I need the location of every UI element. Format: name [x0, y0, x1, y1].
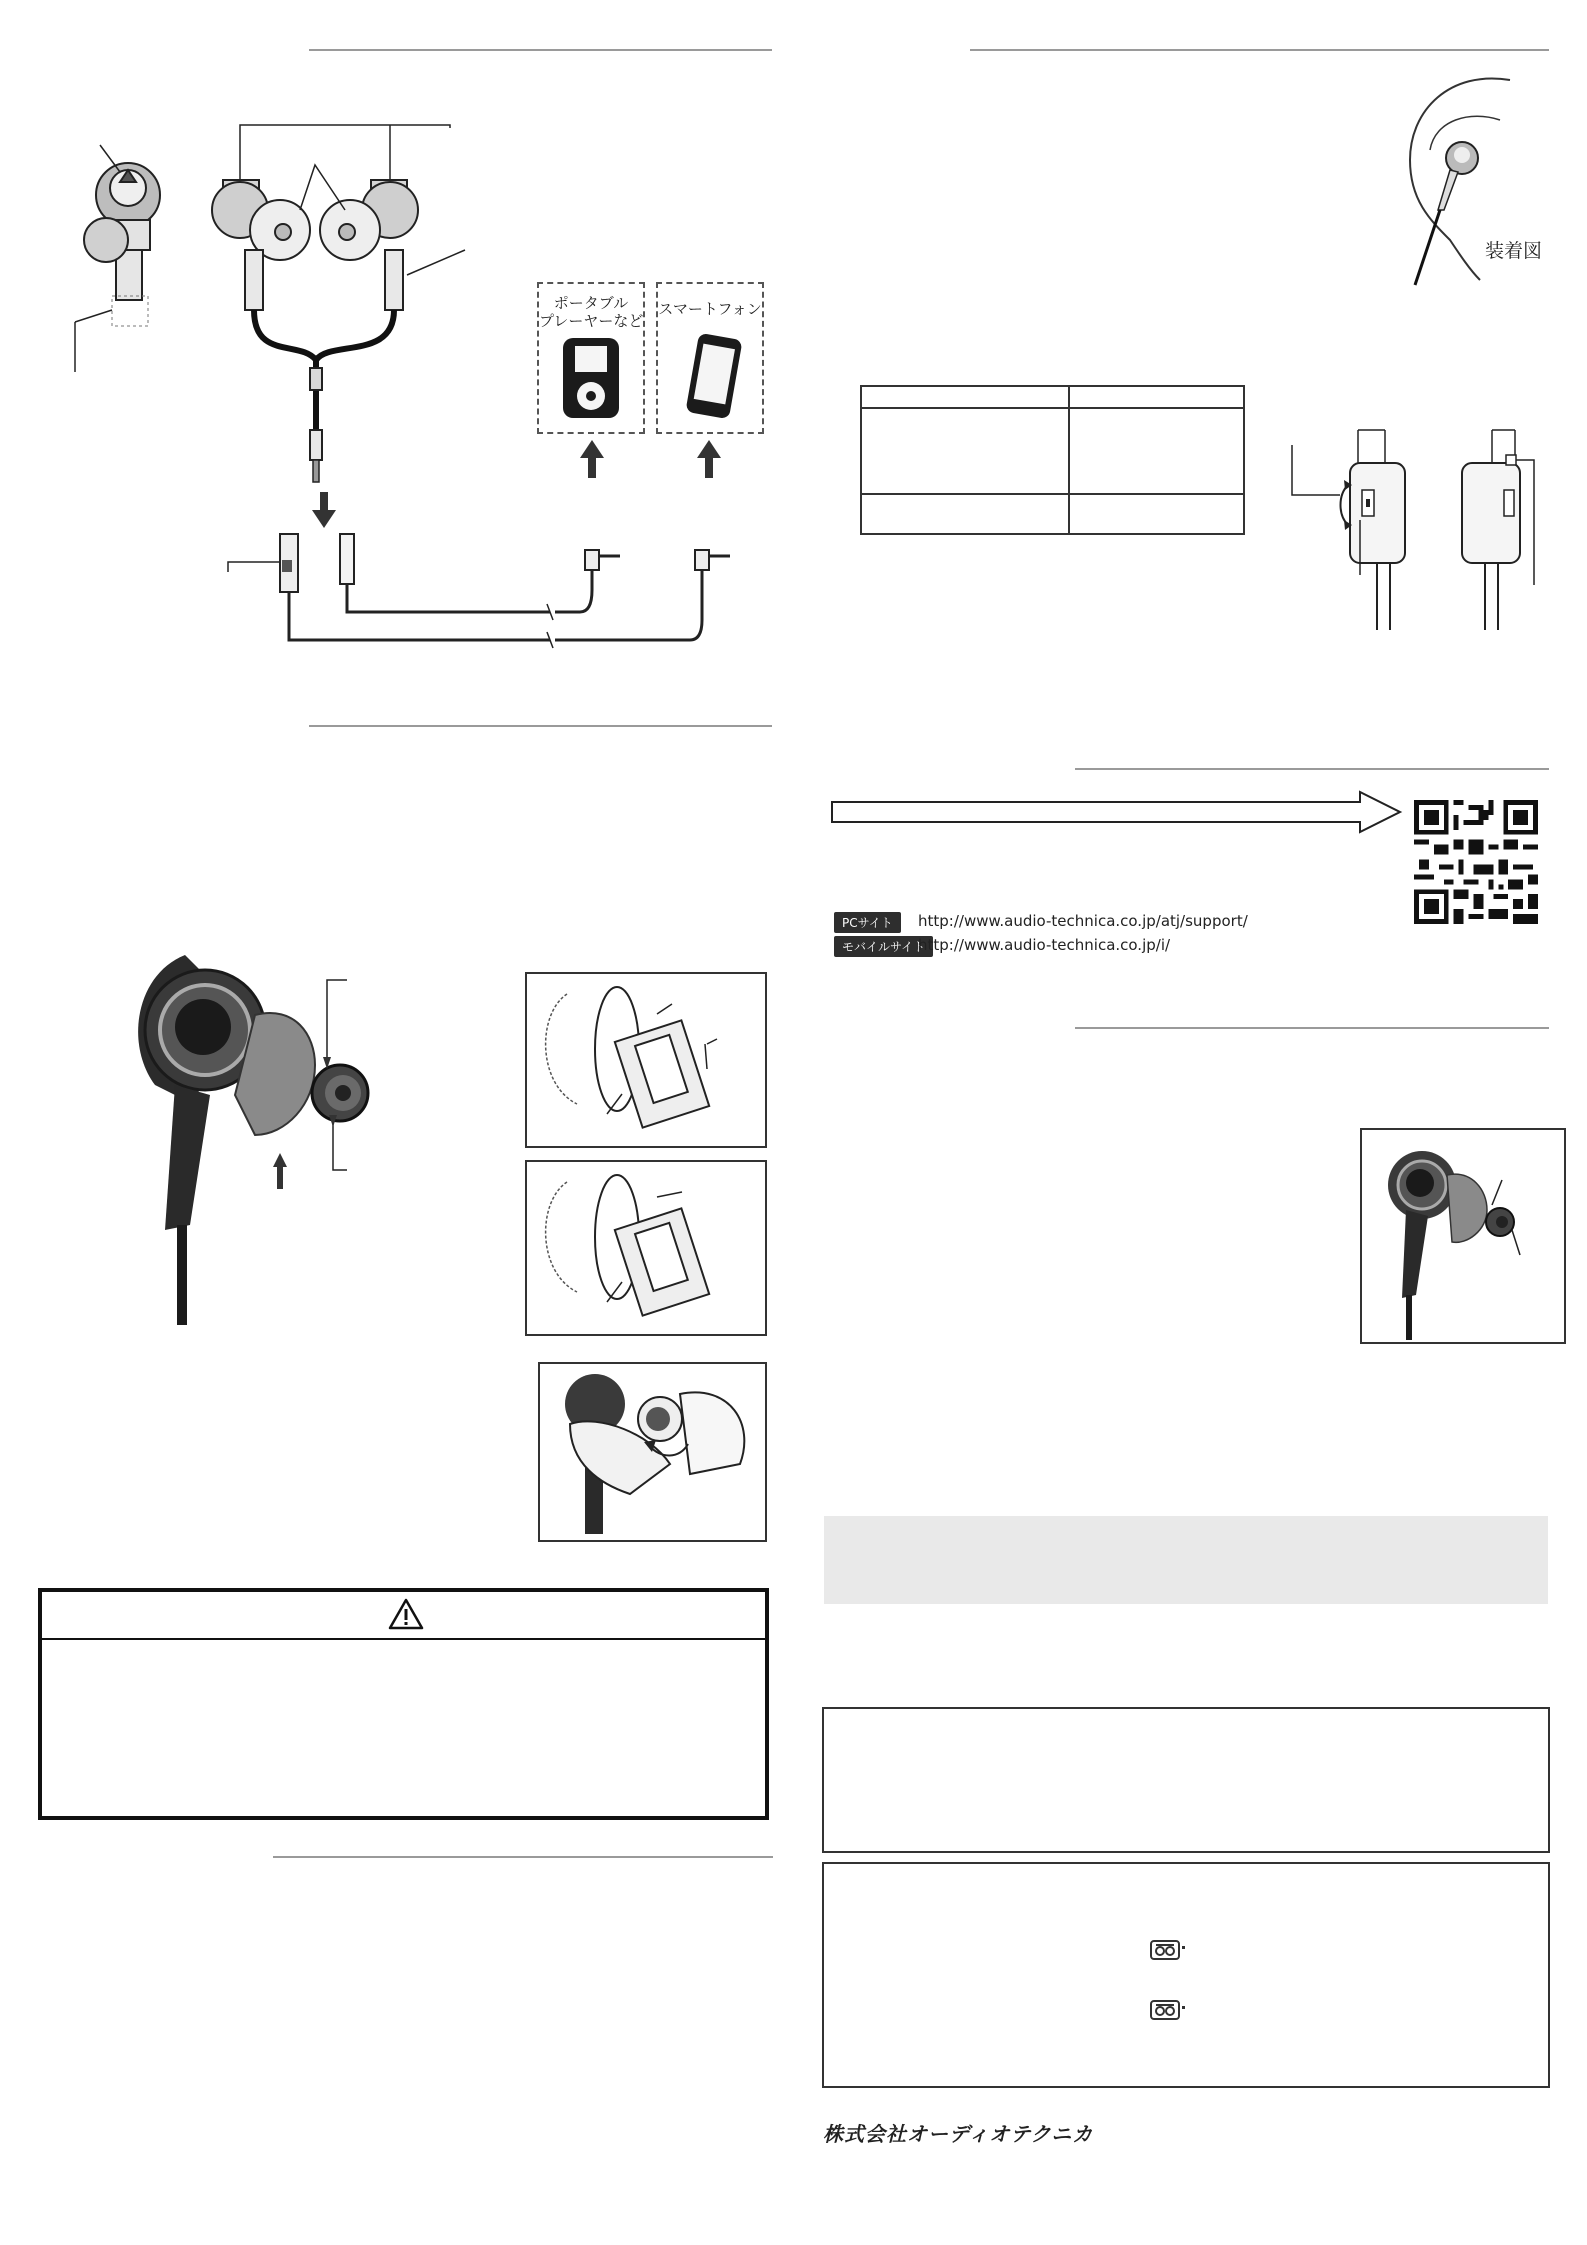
warning-box: [38, 1588, 769, 1820]
company-name: 株式会社オーディオテクニカ: [823, 2122, 1094, 2146]
phone-free-dial-icon: [1150, 2000, 1180, 2020]
eartip-fit-illustration-1: [527, 974, 765, 1146]
contact-box: [822, 1862, 1550, 2088]
section-rule-left-2: [309, 725, 772, 727]
portable-player-label-line1: ポータブル: [553, 294, 629, 312]
portable-player-label-line2: プレーヤーなど: [539, 312, 644, 330]
eartip-attach-figure: [538, 1362, 767, 1542]
section-rule-top-right: [970, 49, 1549, 51]
eartip-figure-1: [525, 972, 767, 1148]
period-2: [1182, 2006, 1185, 2009]
section-rule-right-2: [1075, 768, 1549, 770]
extension-cable-illustration: [220, 520, 740, 660]
mobile-site-badge: モバイルサイト: [834, 936, 933, 957]
phone-icon: [678, 334, 742, 420]
table-row: [861, 408, 1244, 494]
pc-site-url[interactable]: http://www.audio-technica.co.jp/atj/support/: [918, 912, 1248, 930]
phone-free-dial-icon: [1150, 1940, 1180, 1960]
portable-player-box: [537, 282, 645, 434]
table-row: [861, 386, 1244, 408]
earphone-eartip-illustration: [115, 945, 405, 1325]
section-rule-top-left: [309, 49, 772, 51]
up-arrow-icon: [697, 440, 721, 478]
volume-control-illustration: [1290, 425, 1540, 635]
info-box-1: [822, 1707, 1550, 1853]
note-box: [824, 1516, 1548, 1604]
support-arrow: [830, 790, 1405, 834]
section-rule-right-3: [1075, 1027, 1549, 1029]
table-row: [861, 494, 1244, 534]
pc-site-badge: PCサイト: [834, 912, 901, 933]
eartip-attach-illustration: [540, 1364, 765, 1540]
mobile-site-url[interactable]: http://www.audio-technica.co.jp/i/: [918, 936, 1171, 954]
fitting-label: 装着図: [1485, 240, 1543, 262]
smartphone-box: [656, 282, 764, 434]
eartip-fit-illustration-2: [527, 1162, 765, 1334]
section-rule-left-3: [273, 1856, 773, 1858]
up-arrow-icon: [580, 440, 604, 478]
spec-table: [860, 385, 1245, 535]
earphone-figure-small: [1360, 1128, 1566, 1344]
player-icon: [561, 336, 621, 420]
qr-code-icon: [1414, 800, 1538, 924]
warning-triangle-icon: [388, 1598, 424, 1630]
smartphone-label: スマートフォン: [658, 300, 762, 318]
period-1: [1182, 1946, 1185, 1949]
earphone-small-illustration: [1362, 1130, 1564, 1342]
warning-header: [42, 1592, 765, 1640]
eartip-figure-2: [525, 1160, 767, 1336]
